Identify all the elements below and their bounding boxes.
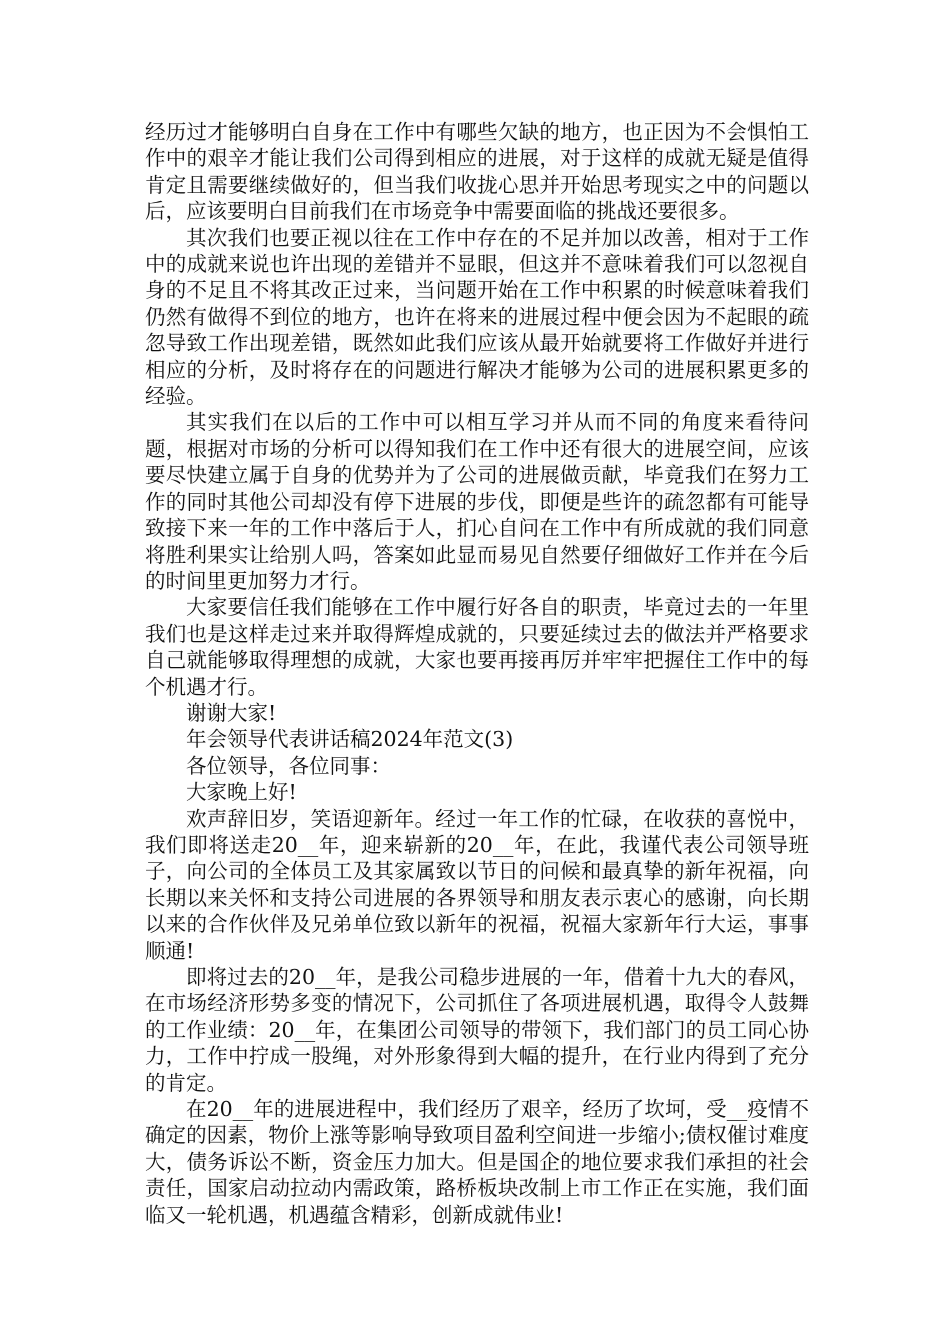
paragraph: 在20__年的进展进程中，我们经历了艰辛，经历了坎坷，受__疫情不确定的因素，物价上涨等影响导致项目盈利空间进一步缩小;债权催讨难度大，债务诉讼不断，资金压力加大。但是国企的地位要求我们承担的社会责任，国家启动拉动内需政策，路桥板块改制上市工作正在实施，我们面临又一轮机遇，机遇蕴含精彩，创新成就伟业! (145, 1097, 809, 1227)
paragraph: 欢声辞旧岁，笑语迎新年。经过一年工作的忙碌，在收获的喜悦中，我们即将送走20__年，迎来崭新的20__年，在此，我谨代表公司领导班子，向公司的全体员工及其家属致以节日的问候和最真挚的新年祝福，向长期以来关怀和支持公司进展的各界领导和朋友表示衷心的感谢，向长期以来的合作伙伴及兄弟单位致以新年的祝福，祝福大家新年行大运，事事顺通! (145, 806, 809, 963)
closing-thanks: 谢谢大家! (186, 700, 277, 725)
paragraph: 经历过才能够明白自身在工作中有哪些欠缺的地方，也正因为不会惧怕工作中的艰辛才能让我们公司得到相应的进展，对于这样的成就无疑是值得肯定且需要继续做好的，但当我们收拢心思并开始思考现实之中的问题以后，应该要明白目前我们在市场竞争中需要面临的挑战还要很多。 (145, 120, 809, 224)
salutation: 各位领导，各位同事： (186, 753, 391, 778)
greeting: 大家晚上好! (186, 780, 297, 805)
paragraph: 其次我们也要正视以往在工作中存在的不足并加以改善，相对于工作中的成就来说也许出现的差错并不显眼，但这并不意味着我们可以忽视自身的不足且不将其改正过来，当问题开始在工作中积累的时候意味着我们仍然有做得不到位的地方，也许在将来的进展过程中便会因为不起眼的疏忽导致工作出现差错，既然如此我们应该从最开始就要将工作做好并进行相应的分析，及时将存在的问题进行解决才能够为公司的进展积累更多的经验。 (145, 225, 809, 409)
paragraph: 大家要信任我们能够在工作中履行好各自的职责，毕竟过去的一年里我们也是这样走过来并取得辉煌成就的，只要延续过去的做法并严格要求自己就能够取得理想的成就，大家也要再接再厉并牢牢把握住工作中的每个机遇才行。 (145, 595, 809, 699)
paragraph: 其实我们在以后的工作中可以相互学习并从而不同的角度来看待问题，根据对市场的分析可以得知我们在工作中还有很大的进展空间，应该要尽快建立属于自身的优势并为了公司的进展做贡献，毕竟我们在努力工作的同时其他公司却没有停下进展的步伐，即便是些许的疏忽都有可能导致接下来一年的工作中落后于人，扪心自问在工作中有所成就的我们同意将胜利果实让给别人吗，答案如此显而易见自然要仔细做好工作并在今后的时间里更加努力才行。 (145, 410, 809, 593)
section-title: 年会领导代表讲话稿2024年范文(3) (186, 727, 514, 752)
paragraph: 即将过去的20__年，是我公司稳步进展的一年，借着十九大的春风，在市场经济形势多变的情况下，公司抓住了各项进展机遇，取得令人鼓舞的工作业绩：20__年，在集团公司领导的带领下，我们部门的员工同心协力，工作中拧成一股绳，对外形象得到大幅的提升，在行业内得到了充分的肯定。 (145, 965, 809, 1095)
document-page (145, 119, 809, 1228)
